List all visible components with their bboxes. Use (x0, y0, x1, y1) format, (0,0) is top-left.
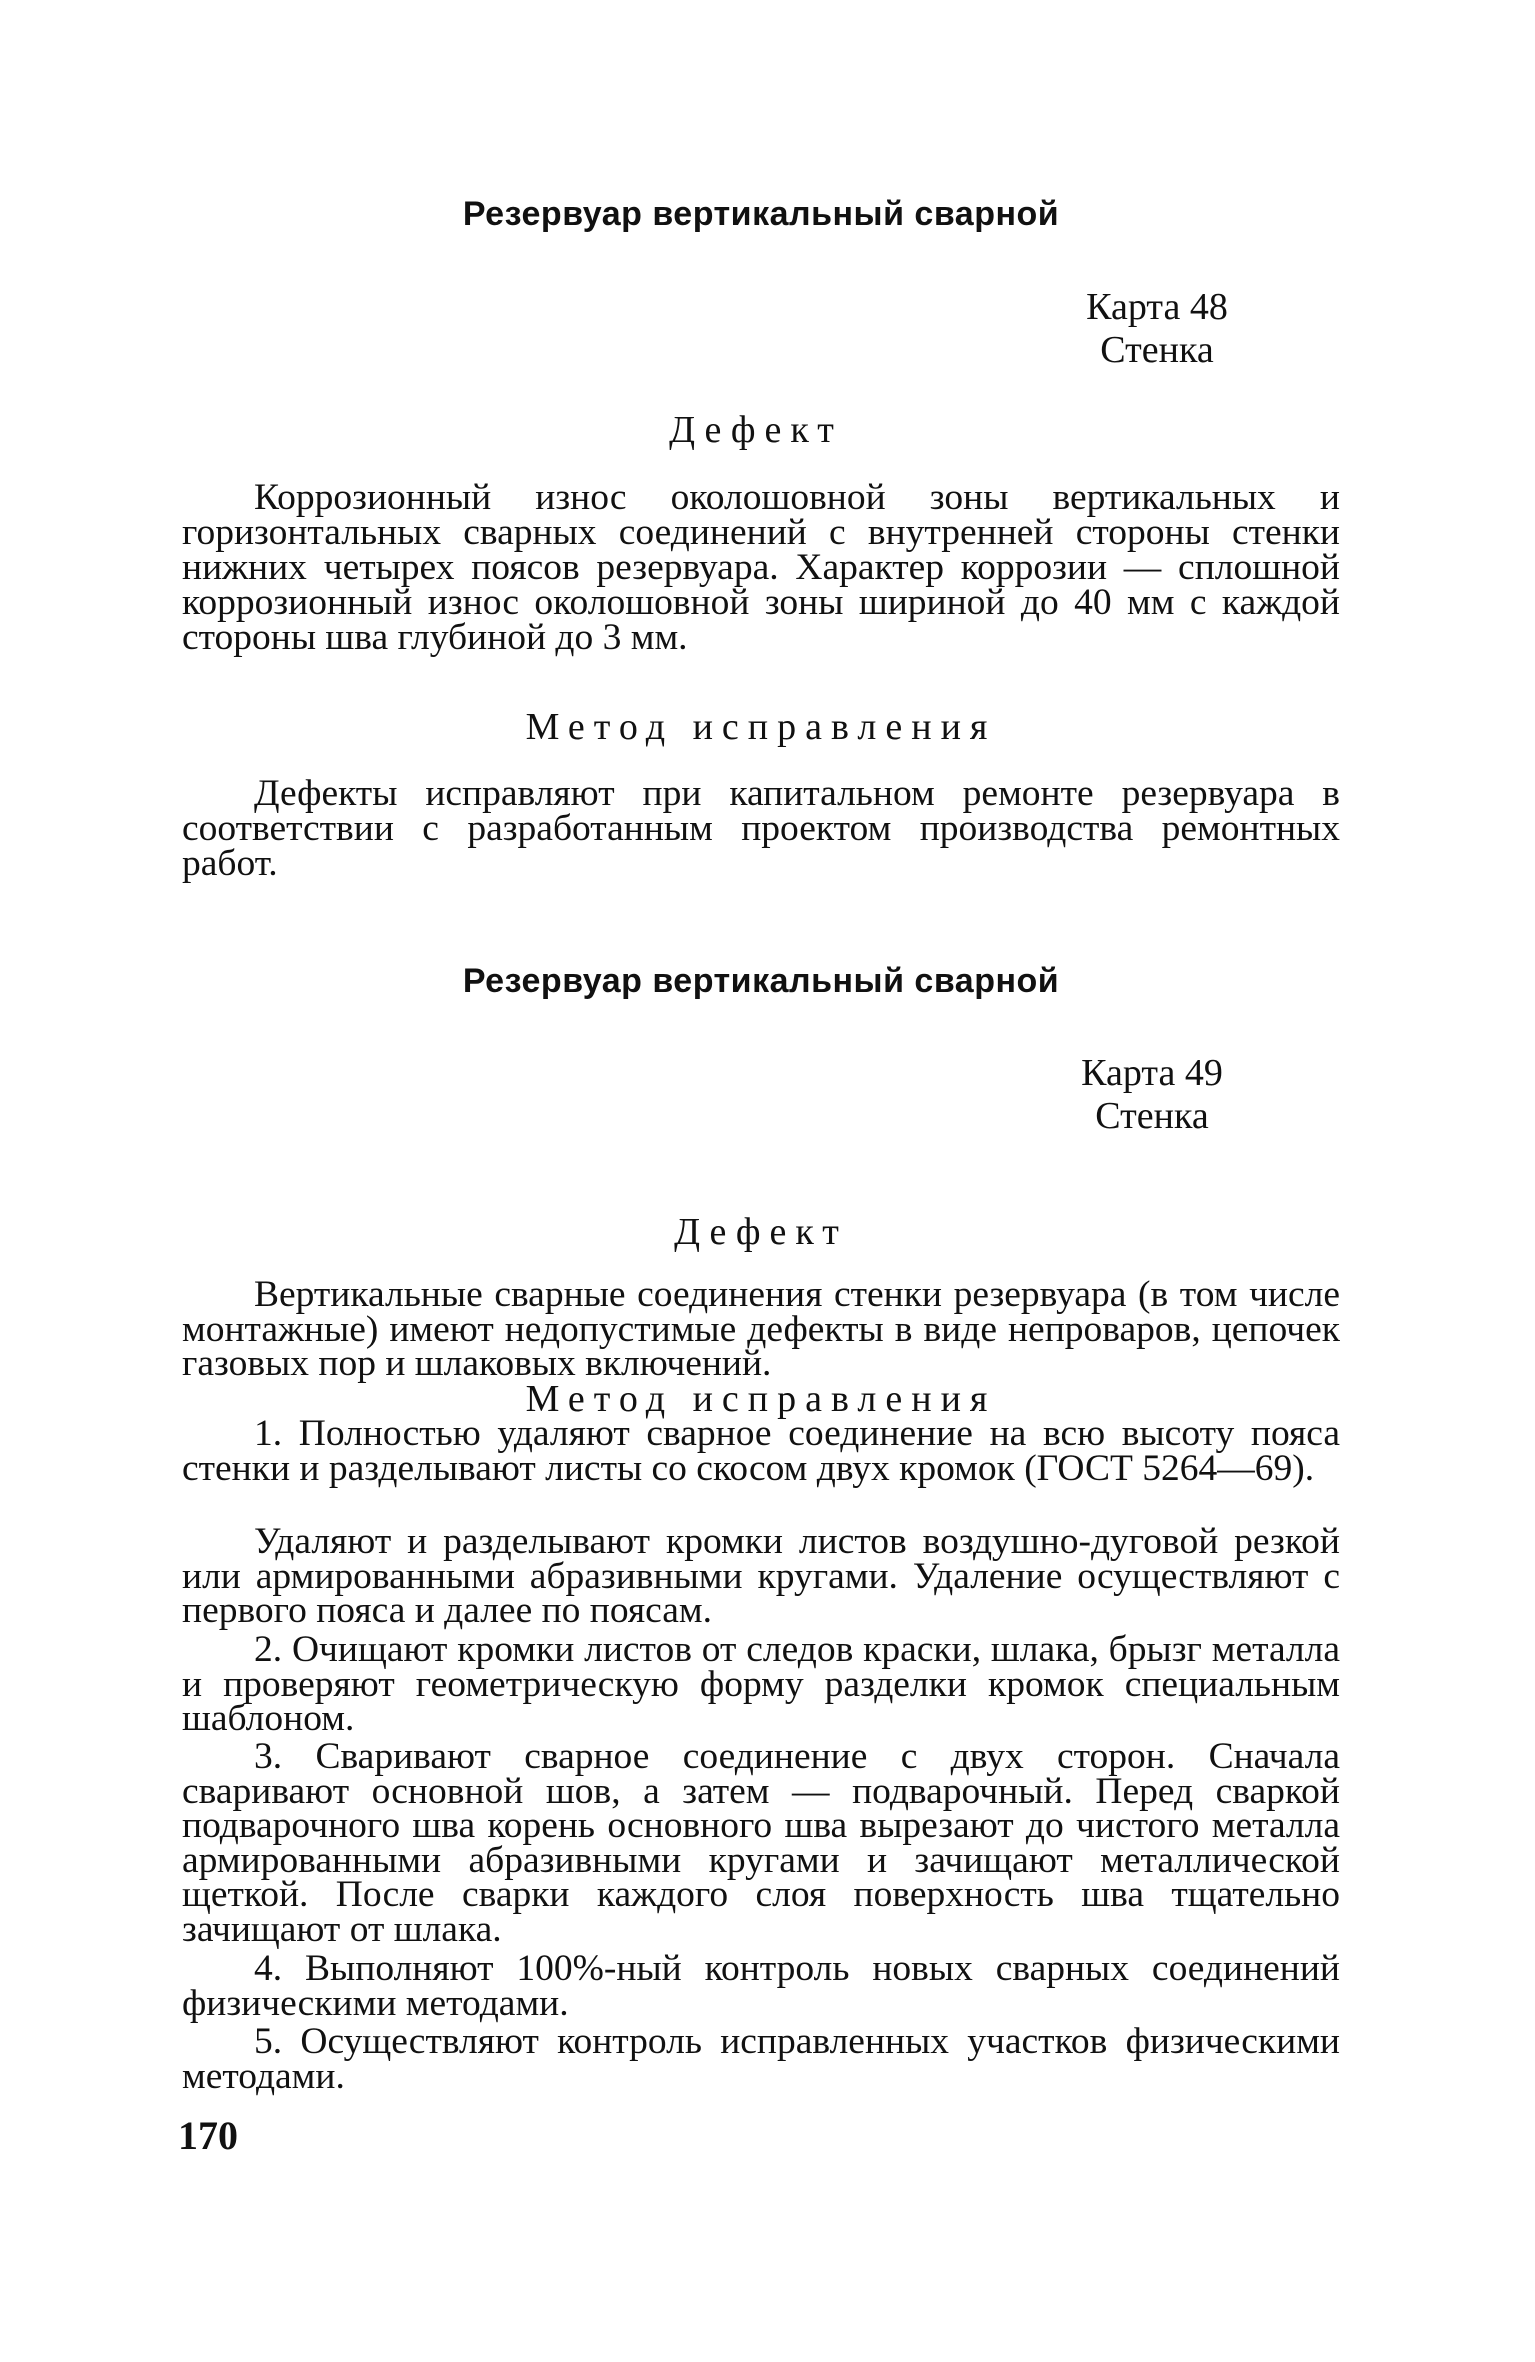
section2-step-4: 4. Выполняют 100%-ный контроль новых сварных соединений физическими методами. (182, 1948, 1340, 2024)
section1-card-number: Карта 48 (1086, 286, 1228, 328)
section2-method-heading: Метод исправления (525, 1378, 997, 1420)
section2-title: Резервуар вертикальный сварной (462, 962, 1060, 1000)
section2-step-5: 5. Осуществляют контроль исправленных участков физическими методами. (182, 2021, 1340, 2097)
section1-card-part: Стенка (1100, 329, 1214, 371)
section1-method-text: Дефекты исправляют при капитальном ремонте резервуара в соответствии с разработанным проектом производства ремонтных работ. (182, 773, 1340, 884)
section2-defect-heading: Дефект (674, 1211, 848, 1253)
page-number: 170 (178, 2113, 238, 2158)
section2-card-number: Карта 49 (1081, 1052, 1223, 1094)
section1-defect-heading: Дефект (669, 409, 843, 451)
section2-step-1-note: Удаляют и разделывают кромки листов воздушно-дуговой резкой или армированными абразивными кругами. Удаление осуществляют с первого пояса и далее по поясам. (182, 1521, 1340, 1631)
text-column (182, 0, 1340, 2362)
section1-card-label (1027, 286, 1287, 372)
section2-step-2: 2. Очищают кромки листов от следов краски, шлака, брызг металла и проверяют геометрическую форму разделки кромок специальным шаблоном. (182, 1629, 1340, 1739)
section1-defect-text: Коррозионный износ околошовной зоны вертикальных и горизонтальных сварных соединений с внутренней стороны стенки нижних четырех поясов резервуара. Характер коррозии — сплошной коррозионный износ околошовной зоны шириной до 40 мм с каждой стороны шва глубиной до 3 мм. (182, 477, 1340, 658)
section2-step-3: 3. Сваривают сварное соединение с двух сторон. Сначала сваривают основной шов, а затем — подварочный. Перед сваркой подварочного шва корень основного шва вырезают до чистого металла армированными абразивными кругами и зачищают металлической щеткой. После сварки каждого слоя поверхность шва тщательно зачищают от шлака. (182, 1736, 1340, 1950)
section2-card-label (1022, 1052, 1282, 1138)
section1-method-heading: Метод исправления (525, 706, 997, 748)
section2-defect-text: Вертикальные сварные соединения стенки резервуара (в том числе монтажные) имеют недопустимые дефекты в виде непроваров, цепочек газовых пор и шлаковых включений. (182, 1274, 1340, 1384)
section1-title: Резервуар вертикальный сварной (462, 195, 1060, 233)
section2-step-1: 1. Полностью удаляют сварное соединение на всю высоту пояса стенки и разделывают листы со скосом двух кромок (ГОСТ 5264—69). (182, 1413, 1340, 1489)
section2-card-part: Стенка (1095, 1095, 1209, 1137)
